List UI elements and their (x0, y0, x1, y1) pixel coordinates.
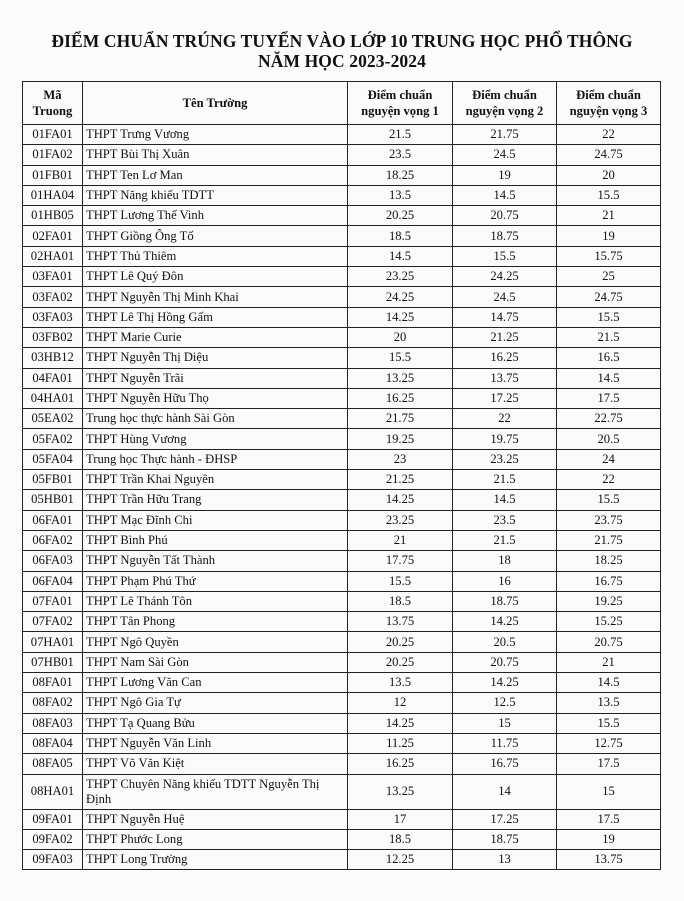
score-nv3-cell: 12.75 (557, 733, 661, 753)
table-row (23, 809, 661, 829)
school-code-cell: 03FA03 (23, 307, 83, 327)
score-nv3-cell: 22.75 (557, 409, 661, 429)
score-nv1-cell: 13.75 (348, 612, 453, 632)
school-name-cell: THPT Năng khiếu TDTT (83, 185, 348, 205)
school-code-cell: 07HB01 (23, 652, 83, 672)
table-row (23, 530, 661, 550)
table-row (23, 591, 661, 611)
school-code-cell: 05FB01 (23, 470, 83, 490)
table-row (23, 829, 661, 849)
table-row (23, 307, 661, 327)
score-nv1-cell: 15.5 (348, 348, 453, 368)
school-name-cell: THPT Ngô Gia Tự (83, 693, 348, 713)
score-nv1-cell: 24.25 (348, 287, 453, 307)
score-nv3-cell: 24 (557, 449, 661, 469)
score-nv1-cell: 23.25 (348, 267, 453, 287)
score-nv1-cell: 23.5 (348, 145, 453, 165)
score-nv1-cell: 23 (348, 449, 453, 469)
score-nv1-cell: 12.25 (348, 850, 453, 870)
score-nv3-cell: 19.25 (557, 591, 661, 611)
school-code-cell: 09FA03 (23, 850, 83, 870)
score-nv1-cell: 20.25 (348, 652, 453, 672)
score-nv2-cell: 19 (453, 165, 557, 185)
school-name-cell: THPT Trần Hữu Trang (83, 490, 348, 510)
school-name-cell: THPT Nguyễn Thị Diệu (83, 348, 348, 368)
score-nv2-cell: 14.25 (453, 612, 557, 632)
school-name-cell: THPT Chuyên Năng khiếu TDTT Nguyễn Thị Định (83, 774, 348, 809)
table-row (23, 125, 661, 145)
score-nv3-cell: 21 (557, 652, 661, 672)
score-nv3-cell: 15.5 (557, 713, 661, 733)
table-row (23, 226, 661, 246)
school-name-cell: THPT Tân Phong (83, 612, 348, 632)
score-nv2-cell: 18.75 (453, 829, 557, 849)
header-school-code: Mã Truong (23, 82, 83, 125)
school-name-cell: THPT Tạ Quang Bửu (83, 713, 348, 733)
table-row (23, 368, 661, 388)
table-row (23, 754, 661, 774)
score-nv1-cell: 11.25 (348, 733, 453, 753)
score-nv2-cell: 21.25 (453, 327, 557, 347)
score-nv3-cell: 15.25 (557, 612, 661, 632)
school-name-cell: THPT Phạm Phú Thứ (83, 571, 348, 591)
score-nv2-cell: 24.5 (453, 287, 557, 307)
school-name-cell: THPT Ngô Quyền (83, 632, 348, 652)
school-name-cell: THPT Mạc Đĩnh Chi (83, 510, 348, 530)
score-nv3-cell: 19 (557, 226, 661, 246)
table-row (23, 348, 661, 368)
header-score-nv3: Điểm chuẩn nguyện vọng 3 (557, 82, 661, 125)
school-name-cell: THPT Marie Curie (83, 327, 348, 347)
admission-scores-table (22, 81, 661, 870)
score-nv3-cell: 16.75 (557, 571, 661, 591)
table-row (23, 470, 661, 490)
score-nv3-cell: 21.75 (557, 530, 661, 550)
score-nv1-cell: 14.25 (348, 713, 453, 733)
header-score-nv2: Điểm chuẩn nguyện vọng 2 (453, 82, 557, 125)
school-code-cell: 02HA01 (23, 246, 83, 266)
school-name-cell: Trung học thực hành Sài Gòn (83, 409, 348, 429)
score-nv2-cell: 24.25 (453, 267, 557, 287)
score-nv3-cell: 24.75 (557, 287, 661, 307)
school-name-cell: THPT Lê Thánh Tôn (83, 591, 348, 611)
school-name-cell: THPT Thủ Thiêm (83, 246, 348, 266)
table-row (23, 510, 661, 530)
score-nv3-cell: 25 (557, 267, 661, 287)
score-nv3-cell: 17.5 (557, 754, 661, 774)
table-row (23, 632, 661, 652)
school-code-cell: 05HB01 (23, 490, 83, 510)
score-nv2-cell: 12.5 (453, 693, 557, 713)
score-nv1-cell: 13.5 (348, 673, 453, 693)
school-name-cell: THPT Phước Long (83, 829, 348, 849)
score-nv3-cell: 21.5 (557, 327, 661, 347)
score-nv3-cell: 18.25 (557, 551, 661, 571)
score-nv1-cell: 16.25 (348, 388, 453, 408)
school-name-cell: THPT Nguyễn Hữu Thọ (83, 388, 348, 408)
score-nv2-cell: 18 (453, 551, 557, 571)
table-row (23, 287, 661, 307)
score-nv1-cell: 17 (348, 809, 453, 829)
score-nv2-cell: 20.5 (453, 632, 557, 652)
score-nv3-cell: 13.5 (557, 693, 661, 713)
score-nv1-cell: 13.5 (348, 185, 453, 205)
score-nv1-cell: 18.25 (348, 165, 453, 185)
school-code-cell: 06FA03 (23, 551, 83, 571)
score-nv3-cell: 17.5 (557, 388, 661, 408)
school-name-cell: THPT Ten Lơ Man (83, 165, 348, 185)
school-name-cell: THPT Nguyễn Trãi (83, 368, 348, 388)
header-score-nv1: Điểm chuẩn nguyện vọng 1 (348, 82, 453, 125)
table-row (23, 267, 661, 287)
score-nv2-cell: 16.25 (453, 348, 557, 368)
score-nv1-cell: 14.25 (348, 307, 453, 327)
score-nv2-cell: 22 (453, 409, 557, 429)
school-name-cell: THPT Hùng Vương (83, 429, 348, 449)
score-nv3-cell: 17.5 (557, 809, 661, 829)
school-name-cell: THPT Nguyễn Thị Minh Khai (83, 287, 348, 307)
score-nv2-cell: 20.75 (453, 652, 557, 672)
score-nv1-cell: 18.5 (348, 591, 453, 611)
score-nv2-cell: 15 (453, 713, 557, 733)
school-name-cell: THPT Lương Thế Vinh (83, 206, 348, 226)
school-name-cell: THPT Trưng Vương (83, 125, 348, 145)
score-nv1-cell: 12 (348, 693, 453, 713)
school-code-cell: 07FA02 (23, 612, 83, 632)
school-code-cell: 08FA04 (23, 733, 83, 753)
school-code-cell: 01FA01 (23, 125, 83, 145)
school-code-cell: 09FA01 (23, 809, 83, 829)
score-nv1-cell: 18.5 (348, 226, 453, 246)
school-code-cell: 03HB12 (23, 348, 83, 368)
score-nv3-cell: 15.5 (557, 490, 661, 510)
school-name-cell: THPT Võ Văn Kiệt (83, 754, 348, 774)
score-nv1-cell: 21.5 (348, 125, 453, 145)
score-nv2-cell: 14.5 (453, 490, 557, 510)
school-code-cell: 05EA02 (23, 409, 83, 429)
table-row (23, 429, 661, 449)
school-code-cell: 08FA01 (23, 673, 83, 693)
score-nv1-cell: 19.25 (348, 429, 453, 449)
score-nv3-cell: 21 (557, 206, 661, 226)
school-name-cell: THPT Giồng Ông Tố (83, 226, 348, 246)
score-nv2-cell: 21.75 (453, 125, 557, 145)
score-nv2-cell: 24.5 (453, 145, 557, 165)
score-nv3-cell: 15.5 (557, 185, 661, 205)
table-row (23, 165, 661, 185)
table-row (23, 571, 661, 591)
score-nv3-cell: 15.5 (557, 307, 661, 327)
score-nv2-cell: 16.75 (453, 754, 557, 774)
score-nv3-cell: 19 (557, 829, 661, 849)
school-name-cell: THPT Lương Văn Can (83, 673, 348, 693)
score-nv2-cell: 14.75 (453, 307, 557, 327)
document-title (0, 31, 684, 71)
score-nv1-cell: 15.5 (348, 571, 453, 591)
school-code-cell: 04HA01 (23, 388, 83, 408)
school-code-cell: 02FA01 (23, 226, 83, 246)
school-name-cell: THPT Nguyễn Tất Thành (83, 551, 348, 571)
score-nv3-cell: 15 (557, 774, 661, 809)
score-nv2-cell: 13.75 (453, 368, 557, 388)
score-nv2-cell: 21.5 (453, 530, 557, 550)
score-nv1-cell: 20.25 (348, 206, 453, 226)
school-code-cell: 07HA01 (23, 632, 83, 652)
table-row (23, 145, 661, 165)
score-nv2-cell: 16 (453, 571, 557, 591)
score-nv2-cell: 14.5 (453, 185, 557, 205)
score-nv1-cell: 18.5 (348, 829, 453, 849)
table-body (23, 125, 661, 870)
score-nv2-cell: 14 (453, 774, 557, 809)
school-name-cell: THPT Long Trường (83, 850, 348, 870)
school-code-cell: 04FA01 (23, 368, 83, 388)
school-name-cell: THPT Bùi Thị Xuân (83, 145, 348, 165)
school-code-cell: 03FA02 (23, 287, 83, 307)
school-code-cell: 05FA04 (23, 449, 83, 469)
table-header-row (23, 82, 661, 125)
score-nv3-cell: 14.5 (557, 673, 661, 693)
school-code-cell: 01HA04 (23, 185, 83, 205)
score-nv1-cell: 17.75 (348, 551, 453, 571)
score-nv2-cell: 23.5 (453, 510, 557, 530)
table-row (23, 409, 661, 429)
table-row (23, 449, 661, 469)
table-row (23, 490, 661, 510)
school-code-cell: 06FA04 (23, 571, 83, 591)
school-name-cell: THPT Trần Khai Nguyên (83, 470, 348, 490)
score-nv3-cell: 15.75 (557, 246, 661, 266)
table-row (23, 673, 661, 693)
table-row (23, 327, 661, 347)
table-row (23, 551, 661, 571)
score-nv1-cell: 20 (348, 327, 453, 347)
school-code-cell: 01HB05 (23, 206, 83, 226)
table-row (23, 612, 661, 632)
score-nv3-cell: 23.75 (557, 510, 661, 530)
score-nv2-cell: 17.25 (453, 388, 557, 408)
school-code-cell: 08HA01 (23, 774, 83, 809)
score-nv1-cell: 13.25 (348, 774, 453, 809)
score-nv1-cell: 21.75 (348, 409, 453, 429)
score-nv1-cell: 21 (348, 530, 453, 550)
school-code-cell: 03FB02 (23, 327, 83, 347)
score-nv3-cell: 22 (557, 470, 661, 490)
score-nv3-cell: 13.75 (557, 850, 661, 870)
score-nv1-cell: 21.25 (348, 470, 453, 490)
score-nv1-cell: 14.25 (348, 490, 453, 510)
score-nv2-cell: 15.5 (453, 246, 557, 266)
score-nv1-cell: 13.25 (348, 368, 453, 388)
school-name-cell: THPT Nam Sài Gòn (83, 652, 348, 672)
table-row (23, 733, 661, 753)
school-name-cell: THPT Lê Quý Đôn (83, 267, 348, 287)
table-row (23, 774, 661, 809)
school-code-cell: 01FB01 (23, 165, 83, 185)
school-name-cell: THPT Lê Thị Hồng Gấm (83, 307, 348, 327)
school-code-cell: 08FA02 (23, 693, 83, 713)
score-nv3-cell: 24.75 (557, 145, 661, 165)
score-nv1-cell: 16.25 (348, 754, 453, 774)
school-code-cell: 08FA05 (23, 754, 83, 774)
score-nv2-cell: 21.5 (453, 470, 557, 490)
title-line-2: NĂM HỌC 2023-2024 (258, 51, 426, 71)
school-name-cell: THPT Nguyễn Văn Linh (83, 733, 348, 753)
score-nv1-cell: 14.5 (348, 246, 453, 266)
score-nv2-cell: 11.75 (453, 733, 557, 753)
score-nv2-cell: 18.75 (453, 591, 557, 611)
score-nv2-cell: 18.75 (453, 226, 557, 246)
score-nv2-cell: 19.75 (453, 429, 557, 449)
school-code-cell: 08FA03 (23, 713, 83, 733)
table-row (23, 713, 661, 733)
school-code-cell: 09FA02 (23, 829, 83, 849)
school-name-cell: Trung học Thực hành - ĐHSP (83, 449, 348, 469)
school-name-cell: THPT Bình Phú (83, 530, 348, 550)
header-school-name: Tên Trường (83, 82, 348, 125)
score-nv2-cell: 14.25 (453, 673, 557, 693)
school-code-cell: 03FA01 (23, 267, 83, 287)
score-nv3-cell: 16.5 (557, 348, 661, 368)
school-code-cell: 06FA02 (23, 530, 83, 550)
school-name-cell: THPT Nguyễn Huệ (83, 809, 348, 829)
score-nv2-cell: 20.75 (453, 206, 557, 226)
score-nv3-cell: 20.75 (557, 632, 661, 652)
score-nv3-cell: 14.5 (557, 368, 661, 388)
score-nv2-cell: 13 (453, 850, 557, 870)
score-nv3-cell: 20 (557, 165, 661, 185)
table-row (23, 652, 661, 672)
table-row (23, 693, 661, 713)
school-code-cell: 05FA02 (23, 429, 83, 449)
score-nv1-cell: 23.25 (348, 510, 453, 530)
title-line-1: ĐIỂM CHUẨN TRÚNG TUYỂN VÀO LỚP 10 TRUNG HỌC PHỔ THÔNG (51, 31, 633, 51)
score-nv3-cell: 20.5 (557, 429, 661, 449)
score-nv3-cell: 22 (557, 125, 661, 145)
score-nv2-cell: 23.25 (453, 449, 557, 469)
table-row (23, 246, 661, 266)
school-code-cell: 01FA02 (23, 145, 83, 165)
score-nv2-cell: 17.25 (453, 809, 557, 829)
table-row (23, 388, 661, 408)
table-row (23, 206, 661, 226)
score-nv1-cell: 20.25 (348, 632, 453, 652)
table-row (23, 185, 661, 205)
table-row (23, 850, 661, 870)
school-code-cell: 06FA01 (23, 510, 83, 530)
school-code-cell: 07FA01 (23, 591, 83, 611)
